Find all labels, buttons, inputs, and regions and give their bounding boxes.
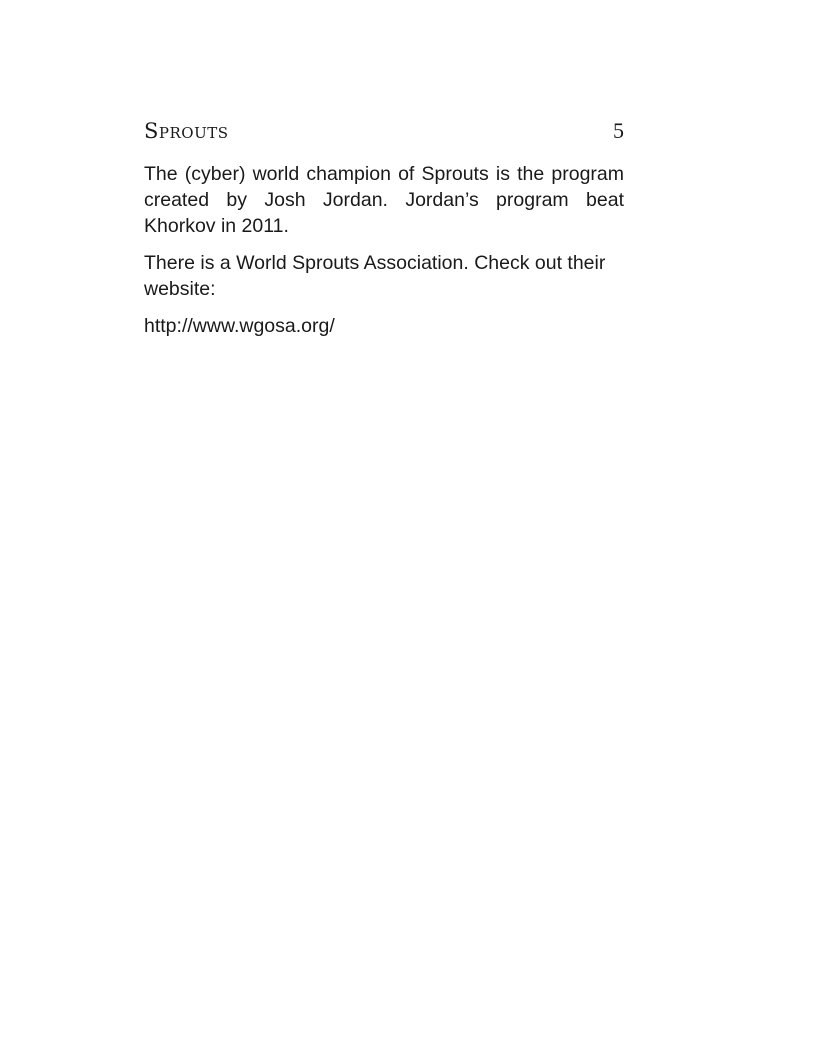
running-header bbox=[144, 118, 624, 150]
paragraph-association: There is a World Sprouts Association. Check out their website: bbox=[144, 252, 606, 300]
page-number: 5 bbox=[613, 118, 624, 143]
website-link[interactable]: http://www.wgosa.org/ bbox=[144, 315, 335, 337]
running-title: Sprouts bbox=[144, 119, 229, 143]
paragraph-champion: The (cyber) world champion of Sprouts is the program created by Josh Jordan. Jordan’s program beat Khorkov in 2011. bbox=[144, 163, 624, 237]
document-page bbox=[144, 118, 624, 339]
